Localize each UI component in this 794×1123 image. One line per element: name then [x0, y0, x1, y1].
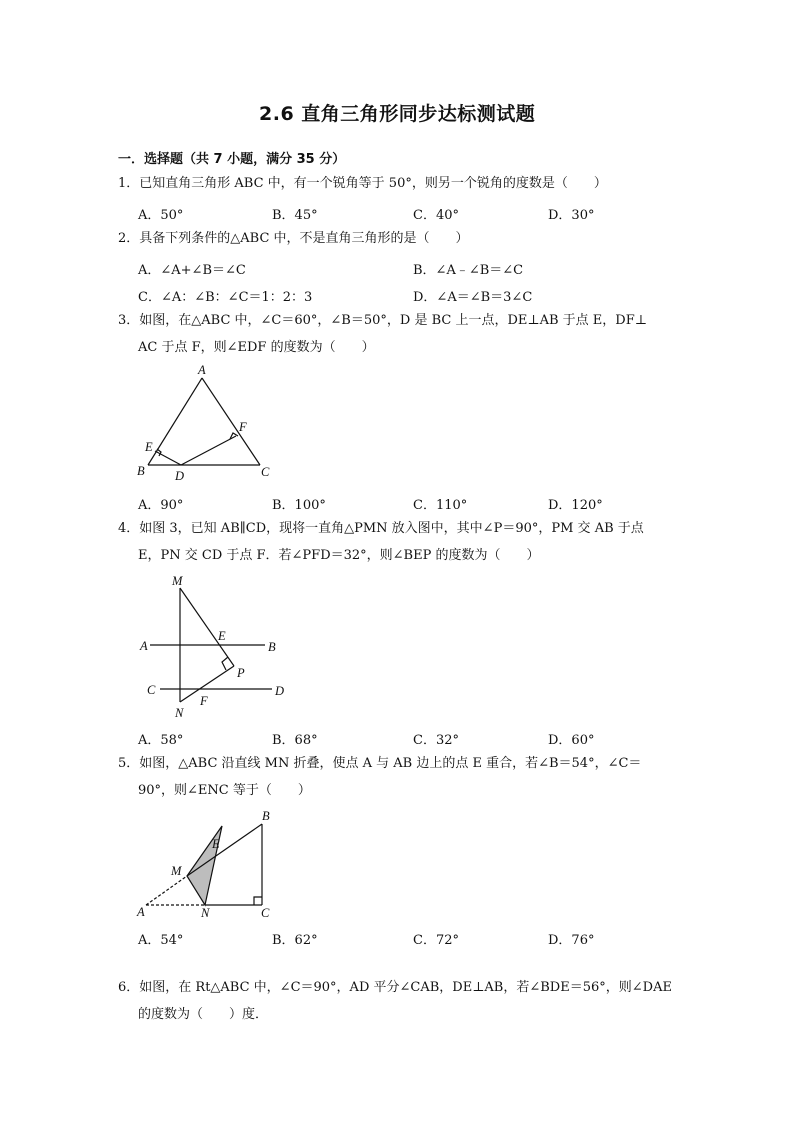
q5-option-a[interactable]: A．54° — [138, 933, 184, 948]
question-3-text-cont: AC 于点 F，则∠EDF 的度数为（ ） — [138, 340, 375, 355]
q5-label-a: A — [137, 905, 145, 919]
q3-option-b[interactable]: B．100° — [272, 498, 326, 513]
q5-label-n: N — [201, 906, 210, 920]
q4-label-d: D — [275, 684, 285, 698]
q5-label-b: B — [262, 809, 270, 823]
q1-option-b[interactable]: B．45° — [272, 208, 318, 223]
question-3-text: 3．如图，在△ABC 中，∠C＝60°，∠B＝50°，D 是 BC 上一点，DE⊥AB 于点 E，DF⊥ — [118, 313, 647, 328]
question-2-text: 2．具备下列条件的△ABC 中，不是直角三角形的是（ ） — [118, 231, 469, 246]
q5-option-d[interactable]: D．76° — [548, 933, 595, 948]
q4-option-d[interactable]: D．60° — [548, 733, 595, 748]
question-5-text: 5．如图，△ABC 沿直线 MN 折叠，使点 A 与 AB 边上的点 E 重合，若∠B＝54°，∠C＝ — [118, 756, 642, 771]
page-title: 2.6 直角三角形同步达标测试题 — [259, 103, 536, 125]
q5-right-angle-c — [254, 897, 262, 905]
q4-label-n: N — [175, 706, 184, 720]
q3-option-c[interactable]: C．110° — [413, 498, 468, 513]
q1-option-d[interactable]: D．30° — [548, 208, 595, 223]
q4-label-a: A — [140, 639, 148, 653]
q5-figure-lines — [146, 824, 262, 905]
q1-option-c[interactable]: C．40° — [413, 208, 459, 223]
question-4-text-cont: E，PN 交 CD 于点 F．若∠PFD＝32°，则∠BEP 的度数为（ ） — [138, 548, 540, 563]
q5-label-c: C — [261, 906, 270, 920]
q3-label-b: B — [137, 464, 145, 478]
q4-option-b[interactable]: B．68° — [272, 733, 318, 748]
q4-label-m: M — [172, 574, 183, 588]
question-1-text: 1．已知直角三角形 ABC 中，有一个锐角等于 50°，则另一个锐角的度数是（ ） — [118, 176, 607, 191]
q4-option-c[interactable]: C．32° — [413, 733, 459, 748]
q4-label-c: C — [147, 683, 156, 697]
q2-option-b[interactable]: B．∠A﹣∠B＝∠C — [413, 263, 524, 278]
q5-option-c[interactable]: C．72° — [413, 933, 459, 948]
q3-label-c: C — [261, 465, 270, 479]
q5-dashed-am — [146, 876, 187, 905]
q4-label-e: E — [218, 629, 226, 643]
q5-label-m: M — [171, 864, 182, 878]
q3-option-a[interactable]: A．90° — [138, 498, 184, 513]
question-6-text-cont: 的度数为（ ）度． — [138, 1007, 269, 1022]
q5-side-mb — [187, 824, 262, 876]
q2-option-c[interactable]: C．∠A：∠B：∠C＝1：2：3 — [138, 290, 313, 305]
q3-label-d: D — [175, 469, 185, 483]
q2-option-a[interactable]: A．∠A+∠B＝∠C — [138, 263, 246, 278]
q4-label-b: B — [268, 640, 276, 654]
q4-option-a[interactable]: A．58° — [138, 733, 184, 748]
question-6-text: 6．如图，在 Rt△ABC 中，∠C＝90°，AD 平分∠CAB，DE⊥AB，若∠BDE＝56°，则∠DAE — [118, 980, 672, 995]
q4-label-f: F — [200, 694, 208, 708]
q5-label-e: E — [212, 837, 220, 851]
q1-option-a[interactable]: A．50° — [138, 208, 184, 223]
q3-label-f: F — [239, 420, 247, 434]
q5-option-b[interactable]: B．62° — [272, 933, 318, 948]
q2-option-d[interactable]: D．∠A＝∠B＝3∠C — [413, 290, 533, 305]
q3-label-a: A — [198, 363, 206, 377]
question-5-text-cont: 90°，则∠ENC 等于（ ） — [138, 783, 311, 798]
q4-label-p: P — [237, 666, 245, 680]
q3-label-e: E — [145, 440, 153, 454]
section-heading: 一．选择题（共 7 小题，满分 35 分） — [118, 152, 346, 167]
q3-option-d[interactable]: D．120° — [548, 498, 603, 513]
question-4-text: 4．如图 3，已知 AB∥CD，现将一直角△PMN 放入图中，其中∠P＝90°，PM 交 AB 于点 — [118, 521, 644, 536]
